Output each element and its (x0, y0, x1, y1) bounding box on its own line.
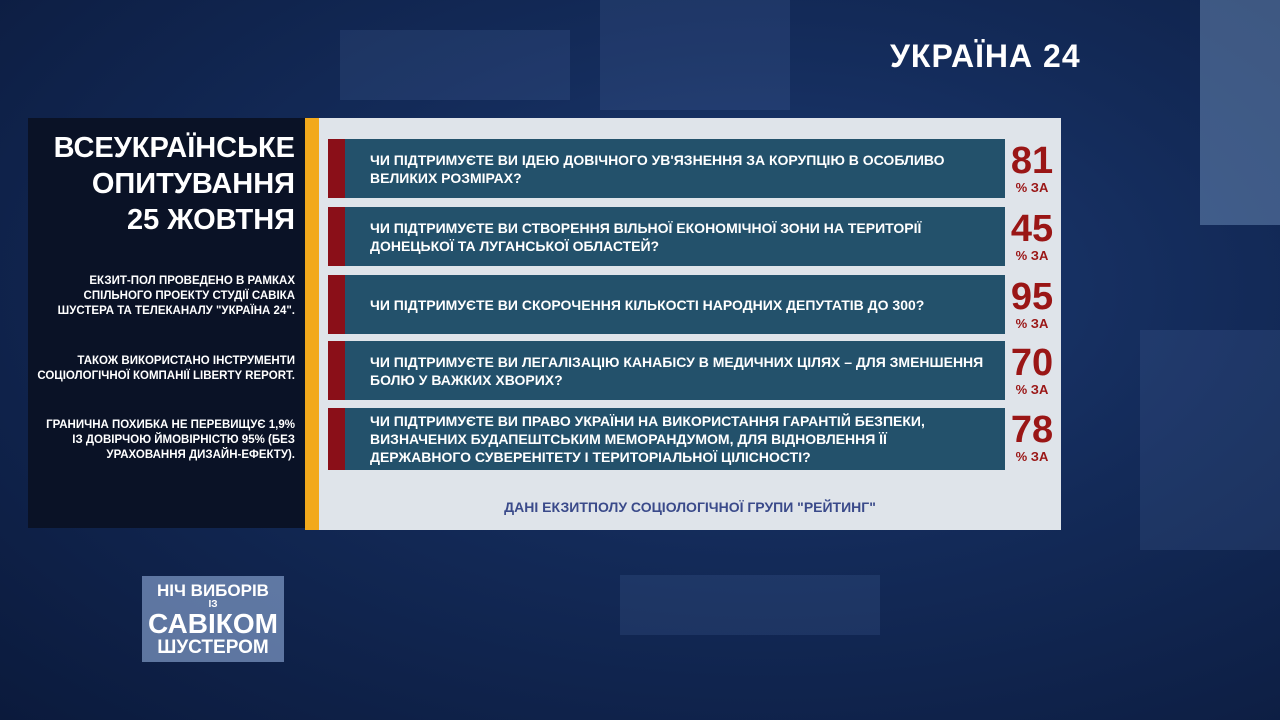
result-percent: 70 (1010, 342, 1054, 384)
result-value (1006, 207, 1058, 266)
result-percent: 78 (1010, 409, 1054, 451)
question-row (328, 341, 1058, 400)
headline-line: ВСЕУКРАЇНСЬКЕ (53, 132, 295, 164)
question-text: ЧИ ПІДТРИМУЄТЕ ВИ ІДЕЮ ДОВІЧНОГО УВ'ЯЗНЕННЯ ЗА КОРУПЦІЮ В ОСОБЛИВО ВЕЛИКИХ РОЗМІРАХ? (370, 151, 945, 186)
background-block (1200, 0, 1280, 225)
headline-line: ОПИТУВАННЯ (91, 168, 295, 200)
row-marker (328, 341, 345, 400)
result-percent: 95 (1010, 276, 1054, 318)
question-row (328, 139, 1058, 198)
data-source: ДАНІ ЕКЗИТПОЛУ СОЦІОЛОГІЧНОЇ ГРУПИ "РЕЙТИНГ" (504, 499, 876, 515)
show-logo-line: ІЗ (208, 599, 218, 610)
row-marker (328, 408, 345, 470)
question-row (328, 275, 1058, 334)
poll-headline (35, 130, 295, 238)
row-marker (328, 139, 345, 198)
info-panel (28, 118, 305, 528)
result-percent: 45 (1010, 208, 1054, 250)
result-percent: 81 (1010, 140, 1054, 182)
question-text: ЧИ ПІДТРИМУЄТЕ ВИ ПРАВО УКРАЇНИ НА ВИКОРИСТАННЯ ГАРАНТІЙ БЕЗПЕКИ, ВИЗНАЧЕНИХ БУДАПЕШТСЬКИМ МЕМОРАНДУМОМ, ДЛЯ ВІДНОВЛЕННЯ ЇЇ ДЕРЖАВНОГО СУВЕРЕНІТЕТУ І ТЕРИТОРІАЛЬНОЇ ЦІЛІСНОСТІ? (370, 413, 925, 465)
question-text: ЧИ ПІДТРИМУЄТЕ ВИ ЛЕГАЛІЗАЦІЮ КАНАБІСУ В МЕДИЧНИХ ЦІЛЯХ – ДЛЯ ЗМЕНШЕННЯ БОЛЮ У ВАЖКИХ ХВОРИХ? (370, 353, 984, 388)
show-logo-line: САВІКОМ (148, 608, 278, 639)
methodology-note: ТАКОЖ ВИКОРИСТАНО ІНСТРУМЕНТИ СОЦІОЛОГІЧНОЇ КОМПАНІЇ LIBERTY REPORT. (37, 355, 295, 382)
methodology-note: ЕКЗИТ-ПОЛ ПРОВЕДЕНО В РАМКАХ СПІЛЬНОГО ПРОЕКТУ СТУДІЇ САВІКА ШУСТЕРА ТА ТЕЛЕКАНАЛУ "УКРАЇНА 24". (57, 275, 295, 317)
background-block (1140, 330, 1280, 550)
question-text: ЧИ ПІДТРИМУЄТЕ ВИ СКОРОЧЕННЯ КІЛЬКОСТІ НАРОДНИХ ДЕПУТАТІВ ДО 300? (370, 296, 925, 313)
background-block (600, 0, 790, 110)
channel-logo: УКРАЇНА 24 (890, 38, 1081, 74)
results-card (319, 118, 1061, 530)
result-unit: % ЗА (1015, 180, 1049, 195)
result-unit: % ЗА (1015, 382, 1049, 397)
show-logo-line: НІЧ ВИБОРІВ (157, 581, 269, 600)
result-value (1006, 275, 1058, 334)
margin-of-error-note: ГРАНИЧНА ПОХИБКА НЕ ПЕРЕВИЩУЄ 1,9% ІЗ ДОВІРЧОЮ ЙМОВІРНІСТЮ 95% (БЕЗ УРАХОВАННЯ ДИЗАЙН-ЕФЕКТУ). (46, 419, 295, 461)
headline-line: 25 ЖОВТНЯ (126, 204, 295, 236)
question-text: ЧИ ПІДТРИМУЄТЕ ВИ СТВОРЕННЯ ВІЛЬНОЇ ЕКОНОМІЧНОЇ ЗОНИ НА ТЕРИТОРІЇ ДОНЕЦЬКОЇ ТА ЛУГАНСЬКОЇ ОБЛАСТЕЙ? (370, 219, 922, 254)
result-unit: % ЗА (1015, 248, 1049, 263)
result-value (1006, 341, 1058, 400)
result-value (1006, 139, 1058, 198)
accent-stripe (305, 118, 319, 530)
result-unit: % ЗА (1015, 449, 1049, 464)
question-row (328, 408, 1058, 470)
row-marker (328, 207, 345, 266)
background-block (340, 30, 570, 100)
result-unit: % ЗА (1015, 316, 1049, 331)
result-value (1006, 408, 1058, 470)
show-logo (142, 576, 284, 662)
show-logo-line: ШУСТЕРОМ (157, 637, 269, 658)
question-row (328, 207, 1058, 266)
background-block (620, 575, 880, 635)
row-marker (328, 275, 345, 334)
